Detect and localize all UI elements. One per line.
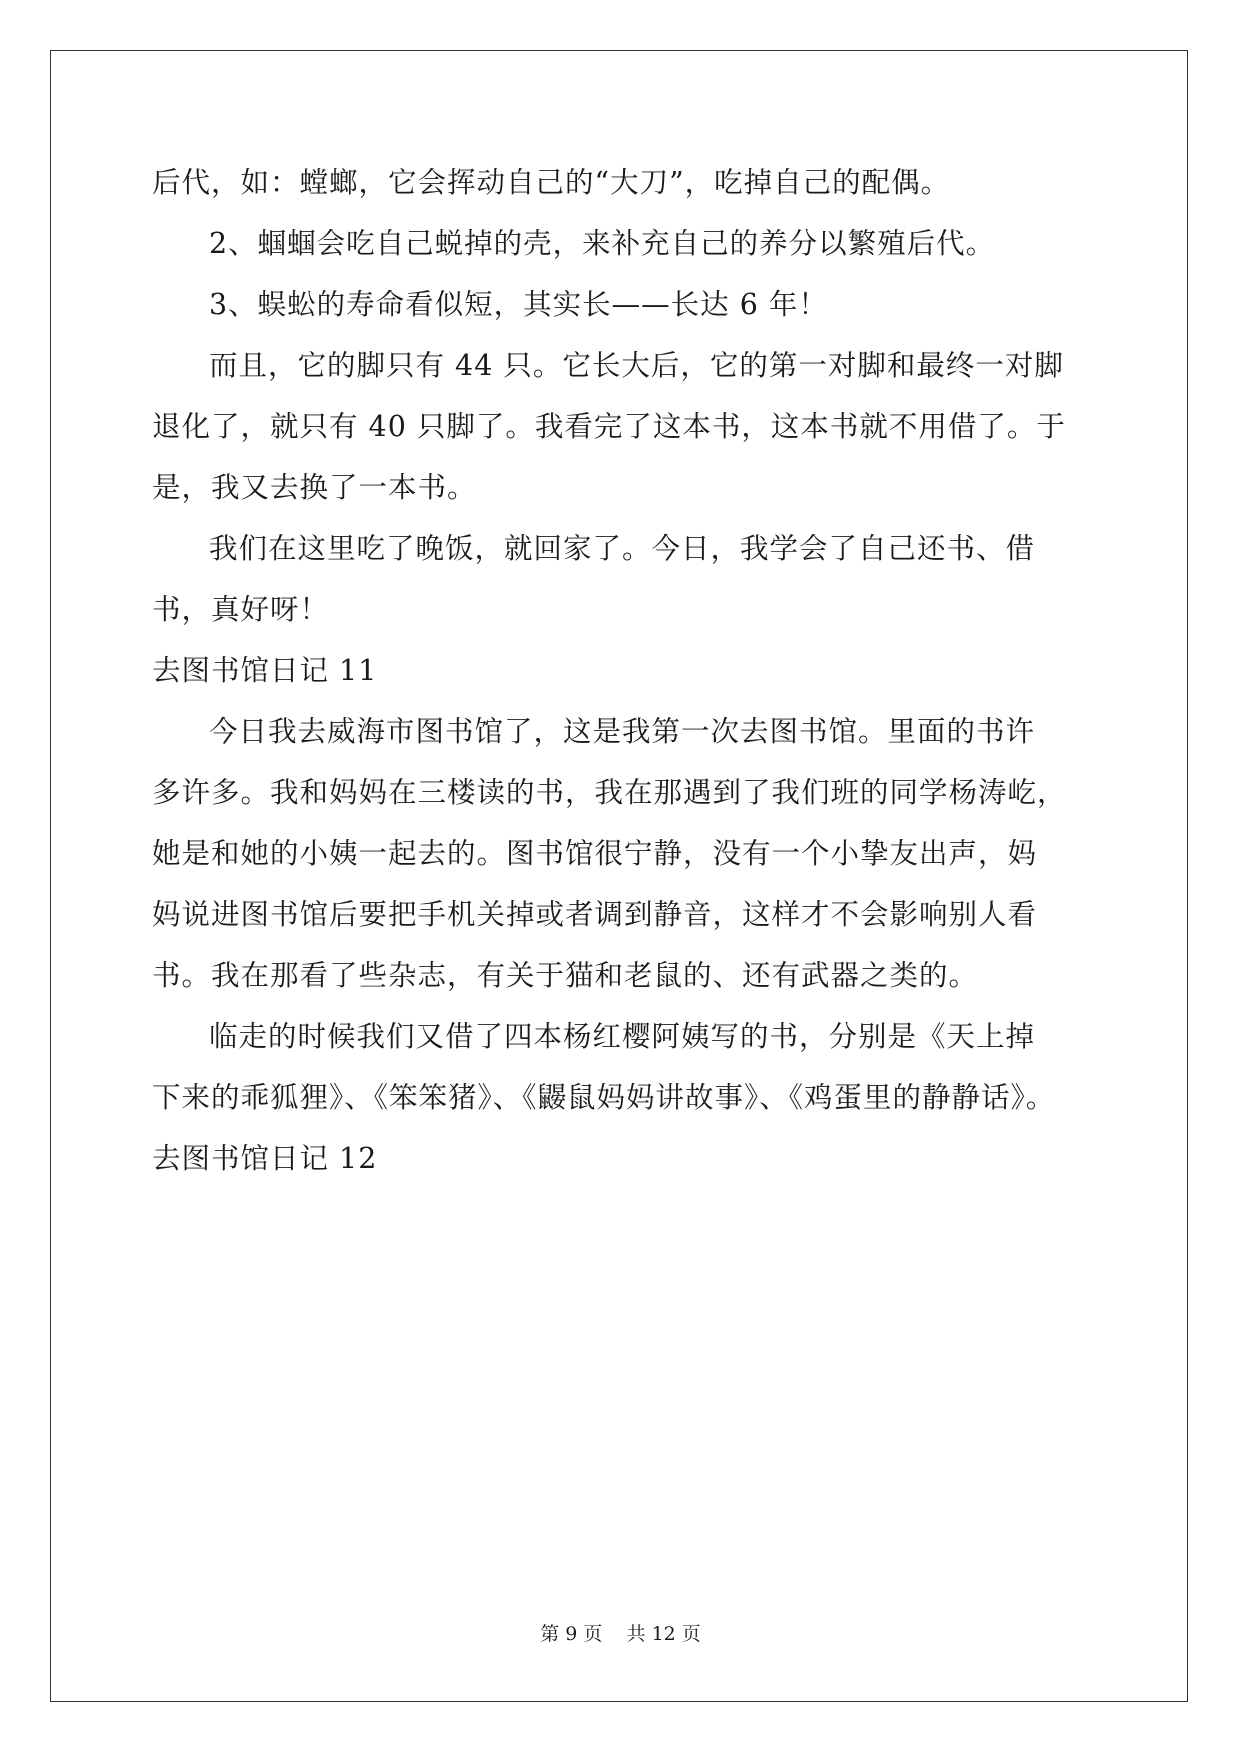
text-line: 今日我去威海市图书馆了，这是我第一次去图书馆。里面的书许 — [209, 715, 1036, 748]
page-number-footer: 第 9 页 共 12 页 — [540, 1623, 701, 1645]
text-line: 临走的时候我们又借了四本杨红樱阿姨写的书，分别是《天上掉 — [209, 1020, 1036, 1053]
text-line: 3、蜈蚣的寿命看似短，其实长——长达 6 年！ — [209, 288, 828, 321]
section-heading: 去图书馆日记 12 — [152, 1142, 378, 1175]
text-line: 我们在这里吃了晚饭，就回家了。今日，我学会了自己还书、借 — [209, 532, 1036, 565]
text-line: 退化了，就只有 40 只脚了。我看完了这本书，这本书就不用借了。于 — [152, 410, 1066, 443]
text-line: 书。我在那看了些杂志，有关于猫和老鼠的、还有武器之类的。 — [152, 959, 979, 992]
text-line: 书，真好呀！ — [152, 593, 330, 626]
text-line: 而且，它的脚只有 44 只。它长大后，它的第一对脚和最终一对脚 — [209, 349, 1064, 382]
section-heading: 去图书馆日记 11 — [152, 654, 378, 687]
text-line: 是，我又去换了一本书。 — [152, 471, 477, 504]
text-line: 2、蝈蝈会吃自己蜕掉的壳，来补充自己的养分以繁殖后代。 — [209, 227, 996, 260]
text-line: 下来的乖狐狸》、《笨笨猪》、《鼹鼠妈妈讲故事》、《鸡蛋里的静静话》。 — [152, 1081, 1056, 1114]
text-line: 妈说进图书馆后要把手机关掉或者调到静音，这样才不会影响别人看 — [152, 898, 1038, 931]
text-line: 多许多。我和妈妈在三楼读的书，我在那遇到了我们班的同学杨涛屹， — [152, 776, 1067, 809]
text-line: 她是和她的小姨一起去的。图书馆很宁静，没有一个小挚友出声，妈 — [152, 837, 1038, 870]
text-line: 后代，如：螳螂，它会挥动自己的“大刀”，吃掉自己的配偶。 — [152, 166, 951, 199]
